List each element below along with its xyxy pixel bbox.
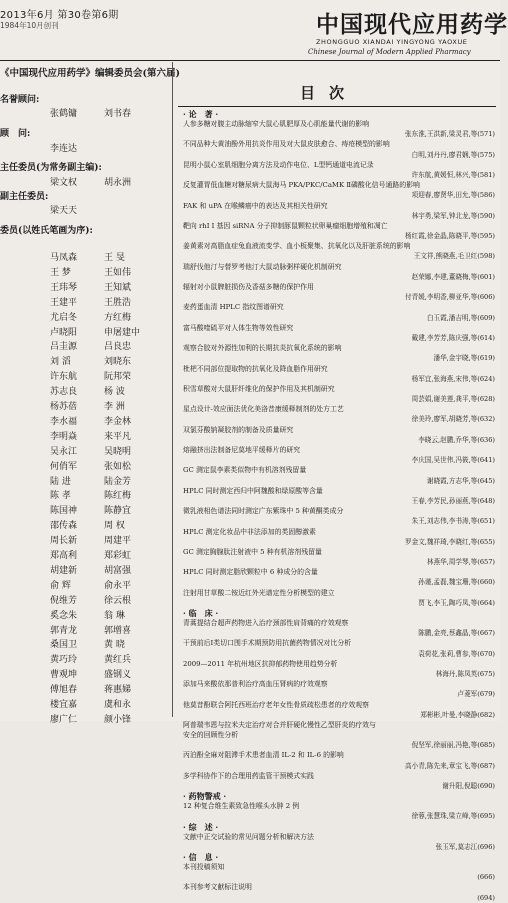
toc-entry-authors: 谢升阳,倪聪(690) (442, 782, 495, 790)
toc-section-heading: · 论 著 · (183, 109, 219, 119)
board-name: 胡永洲 (104, 178, 132, 188)
board-member-name: 黄 晓 (104, 640, 125, 651)
board-name: 李连达 (50, 144, 78, 154)
board-member-name: 俞 辉 (50, 580, 71, 591)
toc-entry-authors: 李庆国,吴世伟,冯筱,等(641) (411, 456, 495, 465)
board-member-name: 尤启冬 (50, 312, 78, 323)
board-member-name: 吴永江 (50, 446, 78, 457)
toc-entry-title[interactable]: GC 测定胸腺肽注射液中 5 种有机溶剂残留量 (183, 547, 322, 556)
board-member-name: 倪维芳 (50, 595, 78, 606)
board-member-name: 郑高利 (50, 551, 78, 561)
toc-entry-title[interactable]: 注射用甘草酸二铵近红外光谱定性分析模型的建立 (183, 588, 335, 597)
toc-title: 目次 (300, 84, 359, 102)
board-member-name: 陈国神 (50, 506, 78, 517)
toc-entry-authors: 周芸娟,谢美莲,龚平,等(628) (411, 395, 495, 404)
board-member-name: 申屠建中 (104, 327, 141, 338)
toc-entry-authors: 付青媛,李明香,柳亚华,等(606) (405, 293, 495, 302)
toc-entry-authors: 王文祥,熊晓燕,毛卫红(598) (413, 252, 495, 261)
vice-chair-label: 副主任委员: (0, 192, 49, 202)
board-member-name: 王 梦 (50, 267, 71, 278)
toc-entry-authors: 戴建,李芳芳,陈庆强,等(614) (411, 333, 495, 342)
editorial-board-title: 《中国现代应用药学》编辑委员会(第六届) (0, 68, 180, 79)
toc-entry-title[interactable]: 星点设计-效应面法优化美洛昔康缓释制剂的处方工艺 (183, 405, 344, 414)
members-label: 委员(以姓氏笔画为序): (0, 226, 93, 236)
toc-entry-title[interactable]: 微乳液相色谱法同时测定广东紫珠中 5 种黄酮类成分 (183, 507, 344, 516)
toc-entry-authors: (694) (477, 893, 495, 902)
board-member-name: 许东航 (50, 372, 78, 383)
board-name: 刘书春 (104, 109, 132, 119)
toc-entry-authors: 卢菱军(679) (457, 690, 495, 699)
toc-section-heading: · 信 息 · (183, 851, 219, 862)
toc-entry-title[interactable]: 丙泊酚全麻对阻滞手术患者血清 IL-2 和 IL-6 的影响 (183, 751, 344, 760)
toc-entry-title[interactable]: 姜黄素对高脂血症兔血液流变学、血小板聚集、抗氧化以及肝脏系统的影响 (183, 242, 411, 251)
toc-entry-title[interactable]: 他莫昔酚联合阿托西班治疗老年女性骨质疏松患者的疗效观察 (183, 700, 370, 709)
toc-entry-title[interactable]: 青蒿提结合超声药物进入治疗颈部性肩背痛的疗效观察 (183, 619, 349, 627)
board-member-name: 周 权 (104, 521, 125, 532)
toc-entry-title[interactable]: 2009—2011 年杭州地区抗抑郁药物使用趋势分析 (183, 659, 338, 668)
board-member-name: 杨 波 (104, 387, 125, 398)
toc-entry-title[interactable]: 反复灌胃低血糖对糖尿病大鼠海马 PKA/PKC/CaMK Ⅱ磷酸化信号通路的影响 (183, 181, 420, 190)
board-member-name: 周长新 (50, 536, 78, 547)
board-member-name: 吴晓明 (104, 446, 132, 457)
toc-entry-authors: 白明,刘丹丹,廖君娴,等(575) (411, 150, 495, 159)
journal-english-title: Chinese Journal of Modern Applied Pharmacy (308, 48, 471, 56)
board-member-name: 方红梅 (104, 312, 132, 323)
board-member-name: 虞和永 (104, 700, 132, 710)
toc-entry-title[interactable]: 麦药蛋血清 HPLC 指纹图谱研究 (183, 303, 284, 312)
honorary-advisor-label: 名誉顾问: (0, 95, 40, 105)
toc-entry-title[interactable]: FAK 和 uPA 在喉鳞癌中的表达及其相关性研究 (183, 201, 328, 210)
toc-entry-title[interactable]: 靶向 rhI I 基因 siRNA 分子抑制豚鼠颗粒状卵巢瘤细胞增殖和凋亡 (183, 221, 388, 230)
toc-entry-title[interactable]: HPLC 测定化妆品中非法添加的类固醇激素 (183, 527, 316, 536)
board-member-name: 陈 孝 (50, 491, 71, 502)
toc-entry-title[interactable]: 人参多糖对腹主动脉缩窄大鼠心肌肥厚及心肌能量代谢的影响 (183, 120, 370, 128)
board-member-name: 卢晓阳 (50, 327, 78, 338)
toc-entry-title[interactable]: 干预前后Ⅰ类切口围手术期预防用抗菌药物情况对比分析 (183, 639, 352, 648)
board-member-name: 胡富强 (104, 565, 132, 576)
toc-entry-authors: 徐美玲,廖军,胡晓芳,等(632) (411, 415, 495, 424)
board-member-name: 黄巧玲 (50, 655, 78, 666)
toc-entry-title[interactable]: 积雪草酸对大鼠肝纤维化的保护作用及其机制研究 (183, 384, 335, 393)
toc-entry-authors: 郑彬彬,叶曼,李晓静(682) (420, 710, 495, 719)
board-member-name: 李水福 (50, 416, 78, 427)
board-member-name: 黄红兵 (104, 655, 132, 666)
header-rule (0, 60, 500, 61)
toc-entry-authors: 赵荣娜,李建,董晓梅,等(601) (411, 272, 495, 281)
toc-entry-authors: 张玉军,莫志江(696) (435, 842, 495, 851)
board-member-name: 陆金芳 (104, 476, 132, 487)
board-member-name: 楼宜嘉 (50, 700, 78, 710)
toc-entry-authors: 杨红霞,徐金晶,陈晓平,等(595) (405, 232, 495, 241)
board-member-name: 阮邦荣 (104, 372, 132, 383)
issue-info: 2013年6月 第30卷第6期 (0, 10, 119, 21)
board-member-name: 张如松 (104, 461, 132, 472)
toc-entry-authors: 谢晓霞,方志华,等(645) (426, 476, 495, 485)
board-member-name: 王如伟 (104, 267, 132, 278)
toc-entry-title[interactable]: 观察合胶对外源性加利的长期抗炎抗氧化系统的影响 (183, 344, 342, 353)
toc-entry-title[interactable]: 枇杷不同部位提取物的抗氧化及降血脂作用研究 (183, 364, 328, 373)
journal-pinyin-title: ZHONGGUO XIANDAI YINGYONG YAOXUE (316, 38, 468, 46)
toc-entry-title[interactable]: 瑞舒伐他汀与替罗考他汀大鼠动脉粥样硬化机制研究 (183, 262, 342, 271)
board-member-name: 桑国卫 (50, 640, 78, 651)
board-member-name: 俞永平 (104, 580, 132, 591)
board-member-name: 徐云根 (104, 595, 132, 606)
toc-entry-title[interactable]: HPLC 同时测定脂欣颗粒中 6 种成分的含量 (183, 568, 318, 577)
board-member-name: 周建平 (104, 536, 132, 547)
board-member-name: 刘晓东 (104, 357, 132, 368)
board-member-name: 马凤森 (50, 253, 78, 263)
toc-section-heading: · 临 床 · (183, 608, 219, 618)
table-of-contents (183, 109, 495, 903)
board-member-name: 刘 滔 (50, 357, 71, 368)
board-member-name: 翁 琳 (104, 610, 125, 621)
toc-entry-authors: 王春,李芳民,孙丽燕,等(648) (411, 496, 495, 505)
toc-entry-authors: 林海丹,陈凤英(675) (435, 669, 495, 678)
board-member-name: 吕良忠 (104, 342, 132, 353)
toc-entry-authors: 倪坚军,徐丽丽,冯艳,等(685) (411, 741, 495, 750)
board-member-name: 王胜浩 (104, 297, 132, 308)
toc-entry-title[interactable]: 本刊参考文献标注说明 (183, 883, 252, 892)
board-member-name: 郭青龙 (50, 625, 78, 636)
toc-entry-title[interactable]: 文献中正交试验的常见问题分析和解决方法 (183, 832, 314, 841)
toc-entry-title[interactable]: 不同品种大黄油酚外用抗炎作用及对大鼠皮肤愈合、痔疮模型的影响 (183, 140, 390, 149)
board-member-name: 邵传森 (50, 521, 78, 532)
toc-entry-title[interactable]: 多学科协作下的合理用药监管干预模式实践 (183, 771, 314, 780)
board-member-name: 胡建新 (50, 565, 78, 576)
board-member-name: 蒋惠娣 (104, 685, 132, 696)
toc-entry-title[interactable]: 双氯芬酸钠凝胶剂的制备及质量研究 (183, 425, 294, 434)
toc-entry-title[interactable]: HPLC 同时测定西归中阿魏酸和绿原酸等含量 (183, 486, 323, 495)
toc-entry-authors: 杨军宜,张海燕,宋伟,等(624) (411, 374, 495, 383)
toc-entry-authors: 白玉霞,潘吉明,等(609) (426, 313, 495, 322)
board-member-name: 陈红梅 (104, 491, 132, 502)
toc-entry-authors: 林燕华,周学琴,等(657) (426, 558, 495, 567)
toc-section-heading: · 药物警戒 · (183, 791, 227, 802)
toc-entry-authors: 许东航,黄媛恒,林兴,等(581) (411, 170, 495, 179)
board-member-name: 苏志良 (50, 387, 78, 398)
toc-rule (178, 106, 496, 107)
toc-entry-authors: (666) (477, 873, 495, 882)
board-member-name: 王建平 (50, 297, 78, 308)
toc-entry-authors: 贾飞,李玉,陶巧凤,等(664) (418, 598, 495, 607)
board-member-name: 盛钢义 (104, 670, 132, 681)
toc-entry-authors: 朱王,刘志伟,李书涛,等(651) (411, 517, 495, 526)
toc-entry-title[interactable]: 本刊投稿须知 (183, 862, 225, 871)
advisor-label: 顾 问: (0, 129, 31, 139)
toc-entry-authors: 李晓云,赵鹏,乔华,等(636) (418, 435, 495, 444)
board-member-name: 陈静宜 (104, 506, 132, 517)
toc-section-heading: · 综 述 · (183, 821, 219, 832)
board-member-name: 傅旭春 (50, 685, 78, 696)
board-member-name: 李 洲 (104, 402, 125, 412)
board-member-name: 杨苏蓓 (50, 402, 78, 412)
toc-entry-title[interactable]: 添加马来酸依那普利治疗高血压肾病的疗效观察 (183, 680, 328, 689)
board-name: 梁天天 (50, 206, 78, 216)
board-member-name: 郭增喜 (104, 625, 132, 636)
column-divider (172, 62, 173, 717)
toc-entry-title[interactable]: 昆明小鼠心室肌细胞分离方法及动作电位、L型钙通道电流记录 (183, 160, 374, 169)
journal-logo: 中国现代应用药学 (316, 11, 508, 38)
toc-entry-title[interactable]: 阿普瑞韦恩与拉米夫定治疗对合并肝硬化慢性乙型肝炎的疗效与 (183, 720, 376, 729)
toc-entry-title[interactable]: 安全的回顾性分析 (183, 731, 239, 740)
board-member-name: 李金林 (104, 416, 132, 427)
toc-entry-authors: 孙谨,孟磊,魏宝珊,等(660) (418, 578, 495, 587)
board-member-name: 吕圭源 (50, 342, 78, 353)
toc-entry-authors: 袁荷花,张莉,曹参,等(670) (418, 649, 495, 658)
toc-entry-title[interactable]: 12 种复合维生素致急性喉头水肿 2 例 (183, 802, 300, 811)
toc-entry-authors: 高小青,陈先来,章宝飞,等(687) (405, 761, 495, 770)
board-member-name: 廖广仁 (50, 714, 78, 725)
board-member-name: 王 旻 (104, 253, 125, 263)
board-member-name: 曹观坤 (50, 670, 78, 681)
board-name: 梁文权 (50, 178, 78, 188)
board-member-name: 何俏军 (50, 461, 78, 472)
toc-entry-title[interactable]: GC 测定鼠李素类似物中有机溶剂残留量 (183, 466, 307, 475)
board-member-name: 来平凡 (104, 431, 132, 442)
toc-entry-authors: 潘华,金宇晓,等(619) (433, 354, 495, 363)
chair-label: 主任委员(为常务副主编): (0, 163, 102, 173)
board-member-name: 奚念朱 (50, 610, 78, 621)
board-member-name: 郑彩虹 (104, 551, 132, 561)
board-name: 张鹤镛 (50, 109, 78, 119)
toc-entry-authors: 罗金文,魏祥琦,李晓红,等(655) (405, 537, 495, 546)
toc-entry-title[interactable]: 富马酸喹硫平对人体生物等效性研究 (183, 323, 294, 332)
board-member-name: 李明焱 (50, 431, 78, 442)
toc-entry-authors: 张东淮,王洪新,梁灵君,等(571) (405, 130, 495, 139)
toc-entry-title[interactable]: 熔融挤出法制备尼莫地平缓释片的研究 (183, 446, 301, 454)
toc-entry-authors: 陈鹏,金亮,蔡鑫晶,等(667) (418, 629, 495, 638)
toc-entry-authors: 徐蓉,张慧珠,梁立峰,等(695) (411, 812, 495, 821)
board-member-name: 颜小锋 (104, 714, 132, 725)
toc-entry-title[interactable]: 辐射对小鼠脾脏损伤及香菇多糖的保护作用 (183, 283, 314, 291)
toc-entry-authors: 林宇勇,梁军,钟北龙,等(590) (411, 211, 495, 220)
founded-date: 1984年10月创刊 (0, 21, 59, 30)
board-member-name: 王玮琴 (50, 282, 78, 293)
board-member-name: 王知斌 (104, 282, 132, 293)
board-member-name: 陆 进 (50, 476, 71, 487)
toc-entry-authors: 项迎春,廖贤华,田允,等(586) (411, 191, 495, 200)
